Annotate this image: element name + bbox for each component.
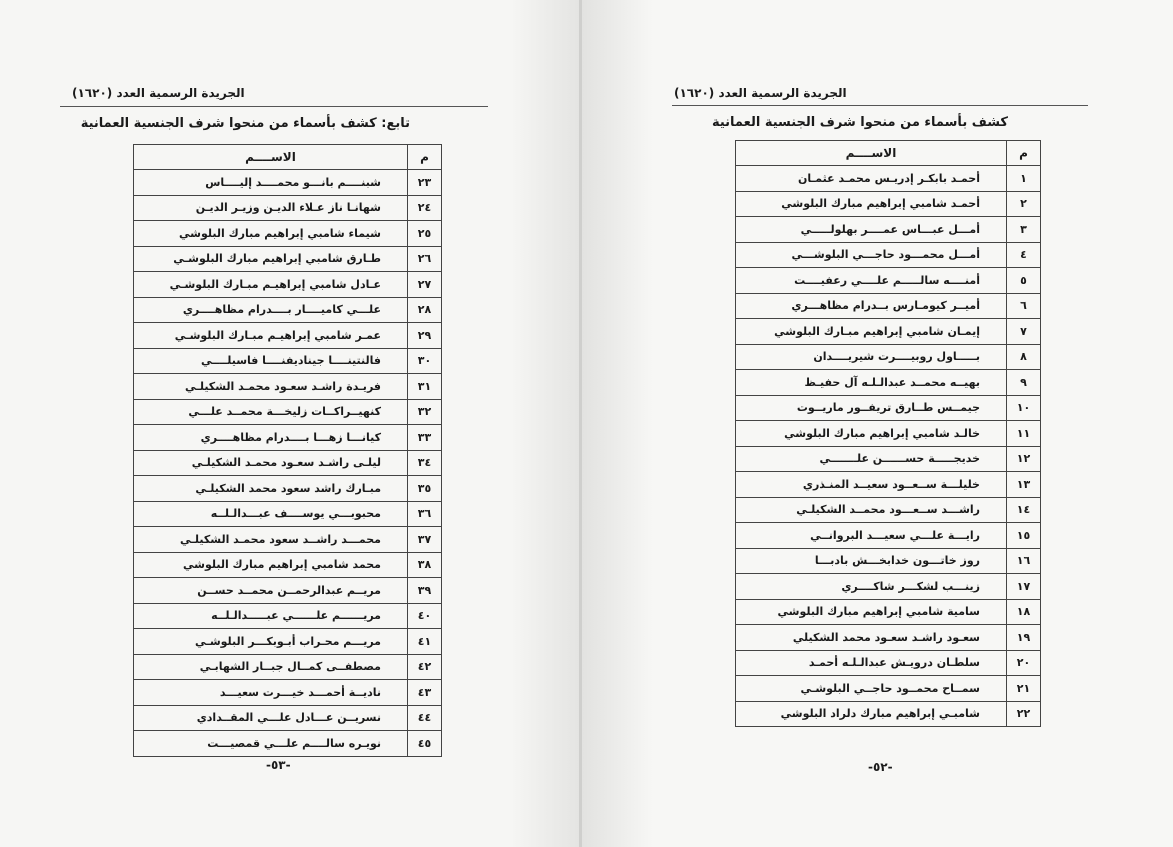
table-row <box>134 374 442 400</box>
table-row <box>134 578 442 604</box>
row-name: فريـدة راشـد سعـود محمـد الشكيلـي <box>134 374 408 400</box>
row-name: سعـود راشـد سعـود محمد الشكيلي <box>736 625 1007 651</box>
table-row <box>134 680 442 706</box>
row-number: ١٤ <box>1007 497 1041 523</box>
row-name: خليلـــة ســعــود سعيــد المنـذري <box>736 472 1007 498</box>
row-name: نسريــن عـــادل علـــي المقــدادي <box>134 705 408 731</box>
row-name: خديجـــــة حســــــن علـــــــي <box>736 446 1007 472</box>
row-number: ١٢ <box>1007 446 1041 472</box>
row-name: أحمـد شامبي إبراهيم مبارك البلوشي <box>736 191 1007 217</box>
table-row <box>134 476 442 502</box>
table-row <box>134 246 442 272</box>
row-name: فالنتينــــا جيناديفنــــا فاسيلــــي <box>134 348 408 374</box>
table-row <box>736 217 1041 243</box>
row-number: ٣١ <box>408 374 442 400</box>
row-number: ١٦ <box>1007 548 1041 574</box>
page-number: -٥٢- <box>868 760 893 774</box>
table-row <box>736 446 1041 472</box>
row-name: أحمـد بابكـر إدريـس محمـد عثمـان <box>736 166 1007 192</box>
row-number: ٥ <box>1007 268 1041 294</box>
row-name: طـارق شامبي إبراهيم مبارك البلوشـي <box>134 246 408 272</box>
table-row <box>736 650 1041 676</box>
running-header: الجريدة الرسمية العدد (١٦٢٠) <box>72 86 245 100</box>
table-row <box>736 701 1041 727</box>
row-name: أميــر كيومـارس بــدرام مظاهـــري <box>736 293 1007 319</box>
row-number: ١ <box>1007 166 1041 192</box>
table-row <box>736 166 1041 192</box>
row-number: ٢٠ <box>1007 650 1041 676</box>
row-name: مريــــــم علــــــي عبـــــدالـلــه <box>134 603 408 629</box>
table-row <box>736 293 1041 319</box>
row-name: راشـــد ســعـــود محمــد الشكيلـي <box>736 497 1007 523</box>
page-number: -٥٣- <box>266 758 291 772</box>
table-row <box>736 319 1041 345</box>
table-row <box>134 272 442 298</box>
row-name: مصطفــى كمــال جبــار الشهابـي <box>134 654 408 680</box>
row-name: زينـــب لشكـــر شاكــــري <box>736 574 1007 600</box>
row-number: ١٠ <box>1007 395 1041 421</box>
row-number: ٤١ <box>408 629 442 655</box>
row-name: مريــم عبدالرحمــن محمــد حســن <box>134 578 408 604</box>
table-row <box>134 221 442 247</box>
row-number: ٢٥ <box>408 221 442 247</box>
table-row <box>134 552 442 578</box>
row-name: مريـــم محـراب أبـوبكـــر البلوشـي <box>134 629 408 655</box>
table-row <box>736 497 1041 523</box>
row-number: ٣٥ <box>408 476 442 502</box>
row-number: ٤٣ <box>408 680 442 706</box>
row-name: سامية شامبي إبراهيم مبارك البلوشي <box>736 599 1007 625</box>
row-name: عمـر شامبي إبراهيـم مبـارك البلوشـي <box>134 323 408 349</box>
row-name: رايـــة علـــي سعيـــد البروانــي <box>736 523 1007 549</box>
row-number: ٢٦ <box>408 246 442 272</box>
row-number: ٨ <box>1007 344 1041 370</box>
column-header-number: م <box>408 145 442 170</box>
row-number: ١٨ <box>1007 599 1041 625</box>
row-number: ٢٢ <box>1007 701 1041 727</box>
column-header-number: م <box>1007 141 1041 166</box>
row-name: علـــي كاميــــار بــــدرام مظاهــــري <box>134 297 408 323</box>
row-number: ٢٨ <box>408 297 442 323</box>
column-header-name: الاســــم <box>134 145 408 170</box>
table-row <box>134 527 442 553</box>
left-page <box>0 0 580 847</box>
names-table <box>735 140 1041 727</box>
row-name: كنهيــراكــات زليخـــة محمــد علـــي <box>134 399 408 425</box>
table-row <box>134 603 442 629</box>
row-number: ٣٩ <box>408 578 442 604</box>
row-name: كيانـــا زهـــا بــــدرام مظاهــــري <box>134 425 408 451</box>
row-number: ٤ <box>1007 242 1041 268</box>
row-number: ٤٠ <box>408 603 442 629</box>
table-row <box>134 705 442 731</box>
row-number: ٧ <box>1007 319 1041 345</box>
row-number: ١٣ <box>1007 472 1041 498</box>
row-name: جيمــس طــارق تريفــور ماريــوت <box>736 395 1007 421</box>
table-row <box>134 629 442 655</box>
row-name: بـــــاول روبيــــرت شيريــــدان <box>736 344 1007 370</box>
row-name: محبوبـــي يوســــف عبـــدالـلــه <box>134 501 408 527</box>
table-row <box>736 676 1041 702</box>
row-name: شبنــــم بانـــو محمــــد إليــــاس <box>134 170 408 196</box>
list-title: تابع: كشف بأسماء من منحوا شرف الجنسية العمانية <box>80 116 410 131</box>
running-header: الجريدة الرسمية العدد (١٦٢٠) <box>674 86 847 100</box>
row-name: سلطـان درويـش عبدالـلـه أحمـد <box>736 650 1007 676</box>
row-number: ٣٢ <box>408 399 442 425</box>
row-number: ٤٢ <box>408 654 442 680</box>
right-page <box>582 0 1173 847</box>
row-name: أمنــــه سالـــــم علــــي رعفيــــت <box>736 268 1007 294</box>
row-name: أمـــل عبـــاس عمــــر بهلولـــــي <box>736 217 1007 243</box>
table-row <box>736 599 1041 625</box>
table-row <box>134 195 442 221</box>
row-name: أمـــل محمـــود حاجـــي البلوشـــي <box>736 242 1007 268</box>
row-number: ٣٤ <box>408 450 442 476</box>
row-name: محمـــد راشــد سعود محمـد الشكيلـي <box>134 527 408 553</box>
header-rule <box>672 105 1088 106</box>
row-number: ٤٥ <box>408 731 442 757</box>
row-number: ١٩ <box>1007 625 1041 651</box>
row-name: بهيــه محمــد عبدالـلـه آل حفيـظ <box>736 370 1007 396</box>
table-header-row <box>134 145 442 170</box>
table-header-row <box>736 141 1041 166</box>
list-title: كشف بأسماء من منحوا شرف الجنسية العمانية <box>711 115 1008 130</box>
header-rule <box>60 106 488 107</box>
row-name: سمــاح محمــود حاجــي البلوشـي <box>736 676 1007 702</box>
row-number: ٣٣ <box>408 425 442 451</box>
table-row <box>134 425 442 451</box>
table-row <box>736 344 1041 370</box>
table-row <box>736 191 1041 217</box>
row-number: ١٥ <box>1007 523 1041 549</box>
row-number: ٣٨ <box>408 552 442 578</box>
row-name: مبـارك راشد سعود محمد الشكيلـي <box>134 476 408 502</box>
table-row <box>134 348 442 374</box>
row-name: محمد شامبي إبراهيم مبارك البلوشي <box>134 552 408 578</box>
table-row <box>134 297 442 323</box>
row-name: ليلـى راشـد سعـود محمـد الشكيلـي <box>134 450 408 476</box>
row-number: ٢٧ <box>408 272 442 298</box>
table-row <box>736 421 1041 447</box>
names-table <box>133 144 442 757</box>
row-number: ١٧ <box>1007 574 1041 600</box>
table-row <box>736 574 1041 600</box>
row-name: روز خاتـــون خدابخـــش بادبـــا <box>736 548 1007 574</box>
table-row <box>736 268 1041 294</box>
row-number: ٦ <box>1007 293 1041 319</box>
row-number: ٢٩ <box>408 323 442 349</box>
table-row <box>134 654 442 680</box>
row-number: ٤٤ <box>408 705 442 731</box>
row-name: نويـره سالــــم علـــي قمصيـــت <box>134 731 408 757</box>
table-row <box>134 450 442 476</box>
row-number: ٣٠ <box>408 348 442 374</box>
row-name: شامبـي إبراهيم مبارك دلراد البلوشي <box>736 701 1007 727</box>
table-row <box>736 625 1041 651</box>
row-number: ٣٦ <box>408 501 442 527</box>
row-name: شيماء شامبي إبراهيم مبارك البلوشي <box>134 221 408 247</box>
row-number: ٣٧ <box>408 527 442 553</box>
table-row <box>134 731 442 757</box>
row-number: ٢ <box>1007 191 1041 217</box>
row-name: إيمـان شامبي إبراهيم مبـارك البلوشي <box>736 319 1007 345</box>
row-number: ٢٤ <box>408 195 442 221</box>
column-header-name: الاســــم <box>736 141 1007 166</box>
table-row <box>736 472 1041 498</box>
row-number: ١١ <box>1007 421 1041 447</box>
row-number: ٣ <box>1007 217 1041 243</box>
row-number: ٢١ <box>1007 676 1041 702</box>
table-row <box>736 370 1041 396</box>
row-number: ٩ <box>1007 370 1041 396</box>
table-row <box>736 548 1041 574</box>
table-row <box>736 242 1041 268</box>
table-row <box>134 323 442 349</box>
table-row <box>736 523 1041 549</box>
row-name: عـادل شامبي إبراهيـم مبـارك البلوشـي <box>134 272 408 298</box>
table-row <box>736 395 1041 421</box>
row-name: شهانـا ناز عـلاء الديـن وزيـر الديـن <box>134 195 408 221</box>
row-number: ٢٣ <box>408 170 442 196</box>
row-name: ناديــة أحمـــد خيـــرت سعيـــد <box>134 680 408 706</box>
row-name: خالـد شامبي إبراهيم مبارك البلوشي <box>736 421 1007 447</box>
table-row <box>134 501 442 527</box>
table-row <box>134 170 442 196</box>
table-row <box>134 399 442 425</box>
